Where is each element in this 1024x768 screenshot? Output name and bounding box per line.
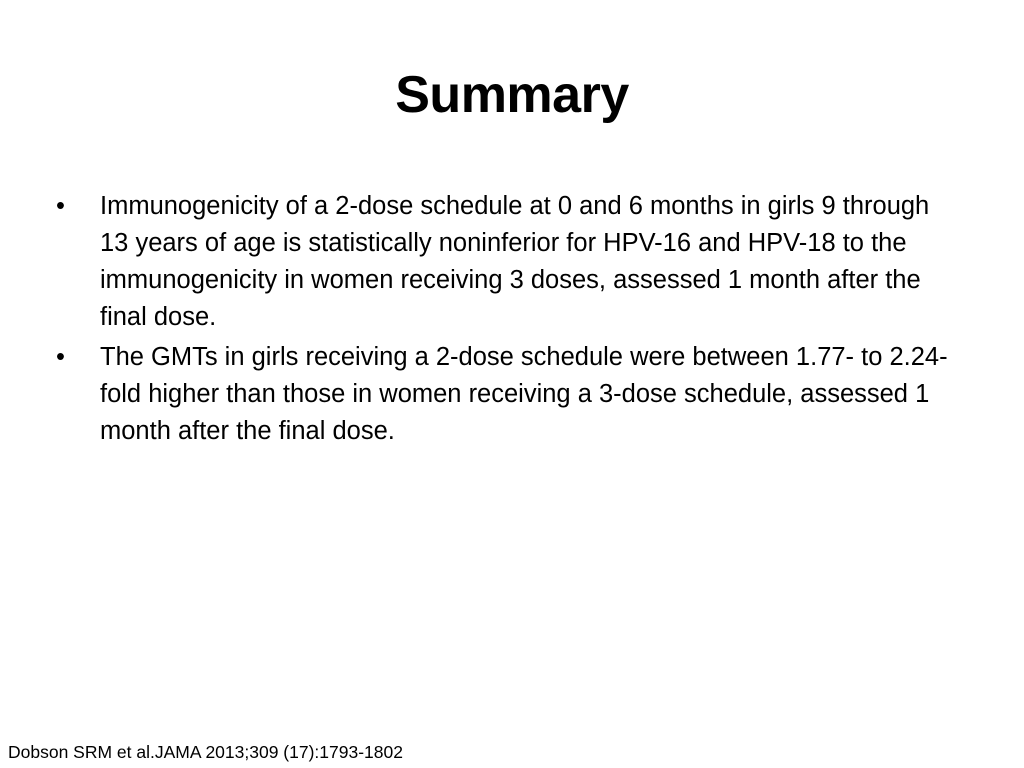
bullet-marker: • bbox=[56, 343, 65, 371]
bullet-list bbox=[56, 188, 956, 453]
citation-footer: Dobson SRM et al.JAMA 2013;309 (17):1793-1802 bbox=[8, 742, 403, 762]
bullet-text: Immunogenicity of a 2-dose schedule at 0 and 6 months in girls 9 through 13 years of age is statistically noninferior for HPV-16 and HPV-18 to the immunogenicity in women receiving 3 doses, assessed 1 month after the final dose. bbox=[100, 192, 930, 331]
bullet-marker: • bbox=[56, 192, 65, 220]
slide-title: Summary bbox=[395, 66, 629, 124]
bullet-text: The GMTs in girls receiving a 2-dose schedule were between 1.77- to 2.24-fold higher than those in women receiving a 3-dose schedule, assessed 1 month after the final dose. bbox=[100, 343, 948, 445]
bullet-item bbox=[56, 188, 956, 336]
bullet-item bbox=[56, 339, 956, 450]
